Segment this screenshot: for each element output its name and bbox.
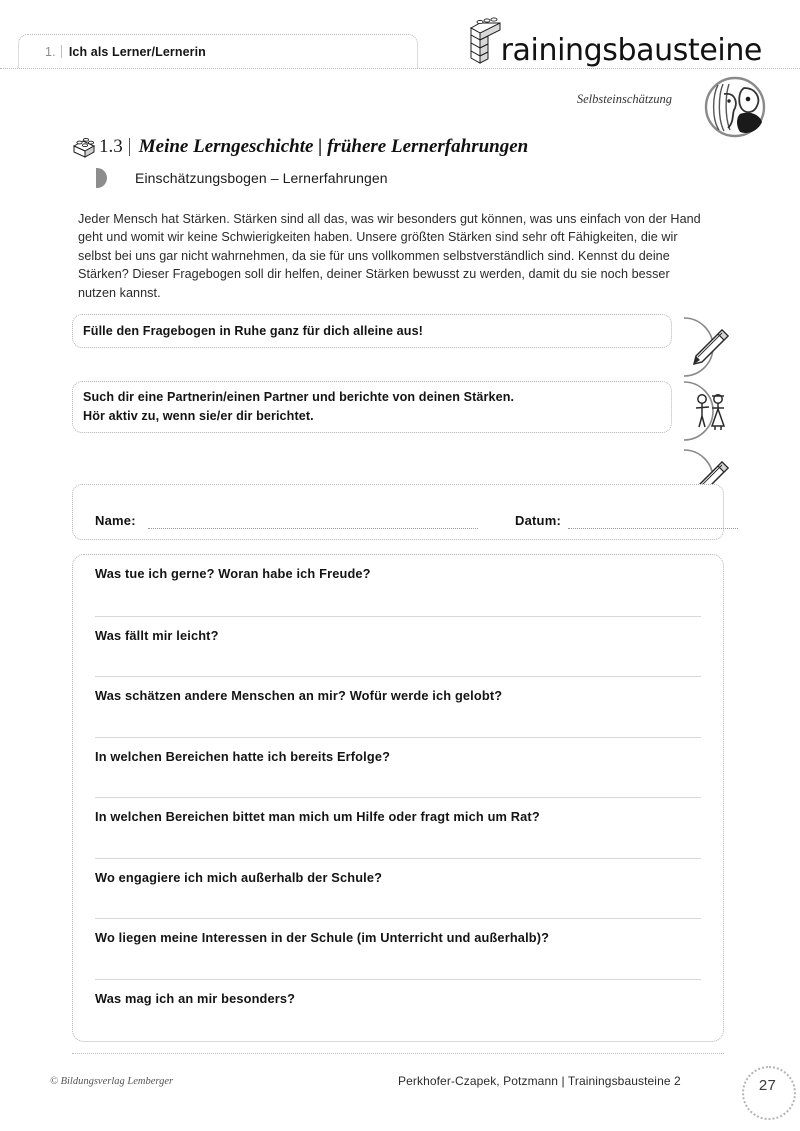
title-separator [129, 138, 130, 156]
title-text: Meine Lerngeschichte | frühere Lernerfahrungen [138, 136, 529, 157]
question-text: Was mag ich an mir besonders? [95, 990, 296, 1006]
question-text: Wo liegen meine Interessen in der Schule (im Unterricht und außerhalb)? [95, 930, 550, 945]
brand-logo [467, 16, 762, 66]
two-faces-profile-icon [704, 76, 766, 138]
name-input[interactable] [148, 528, 478, 529]
instruction-text-2 [83, 388, 522, 426]
question-row[interactable] [95, 616, 701, 677]
citation-text: Perkhofer-Czapek, Potzmann | Trainingsbausteine 2 [398, 1074, 681, 1088]
instruction-box-2 [72, 381, 672, 433]
question-text: Was tue ich gerne? Woran habe ich Freude? [95, 566, 371, 581]
brand-name: rainingsbausteine [500, 33, 762, 68]
question-text: Was fällt mir leicht? [95, 627, 219, 643]
breadcrumb-separator [61, 45, 62, 58]
questions-box [72, 554, 724, 1042]
page-number-badge [742, 1066, 796, 1120]
pencil-badge-1 [678, 316, 740, 378]
question-row[interactable] [95, 555, 701, 616]
question-row[interactable] [95, 918, 701, 979]
question-row[interactable] [95, 979, 701, 1040]
date-input[interactable] [568, 528, 738, 529]
header-divider [0, 68, 800, 69]
self-assessment-label: Selbsteinschätzung [576, 92, 672, 106]
question-text: In welchen Bereichen bittet man mich um Hilfe oder fragt mich um Rat? [95, 809, 540, 824]
page-title [72, 136, 528, 158]
breadcrumb-title: Ich als Lerner/Lernerin [68, 44, 206, 59]
questions-list [73, 555, 723, 1041]
half-circle-bullet-icon [96, 168, 107, 188]
title-number: 1.3 [99, 136, 123, 157]
breadcrumb-number: 1. [45, 44, 56, 59]
name-label: Name: [95, 513, 136, 528]
partner-badge [678, 380, 740, 442]
question-row[interactable] [95, 737, 701, 798]
copyright-text: © Bildungsverlag Lemberger [50, 1076, 174, 1087]
page-subtitle [96, 168, 388, 188]
breadcrumb [18, 34, 418, 68]
lego-blocks-letter-t-icon [467, 16, 501, 64]
question-row[interactable] [95, 797, 701, 858]
question-row[interactable] [95, 676, 701, 737]
intro-paragraph: Jeder Mensch hat Stärken. Stärken sind all das, was wir besonders gut können, was uns einfach von der Hand geht und womit wir keine Schwierigkeiten haben. Unsere größten Stärken sind sehr oft Fähigkeiten, die wir selbst bei uns gar nicht wahrnehmen, da sie für uns vollkommen selbstverständlich sind. Kennst du deine Stärken? Dieser Fragebogen soll dir helfen, deiner Stärken bewusst zu werden, damit du sie noch besser nutzen kannst. [78, 212, 701, 300]
subtitle-text: Einschätzungsbogen – Lernerfahrungen [135, 170, 388, 186]
footer-divider [72, 1053, 724, 1054]
page-header [0, 0, 800, 145]
date-label: Datum: [515, 513, 561, 528]
instruction-text-1: Fülle den Fragebogen in Ruhe ganz für dich alleine aus! [83, 322, 431, 340]
question-row[interactable] [95, 858, 701, 919]
question-text: Wo engagiere ich mich außerhalb der Schule? [95, 869, 383, 885]
page-number: 27 [758, 1076, 777, 1094]
question-text: Was schätzen andere Menschen an mir? Wofür werde ich gelobt? [95, 688, 503, 703]
name-date-box [72, 484, 724, 540]
instruction-text-2-line2: Hör aktiv zu, wenn sie/er dir berichtet. [83, 409, 314, 423]
question-text: In welchen Bereichen hatte ich bereits Erfolge? [95, 748, 391, 764]
lego-brick-icon [72, 137, 96, 158]
instruction-text-2-line1: Such dir eine Partnerin/einen Partner und berichte von deinen Stärken. [83, 390, 515, 404]
instruction-box-1 [72, 314, 672, 348]
